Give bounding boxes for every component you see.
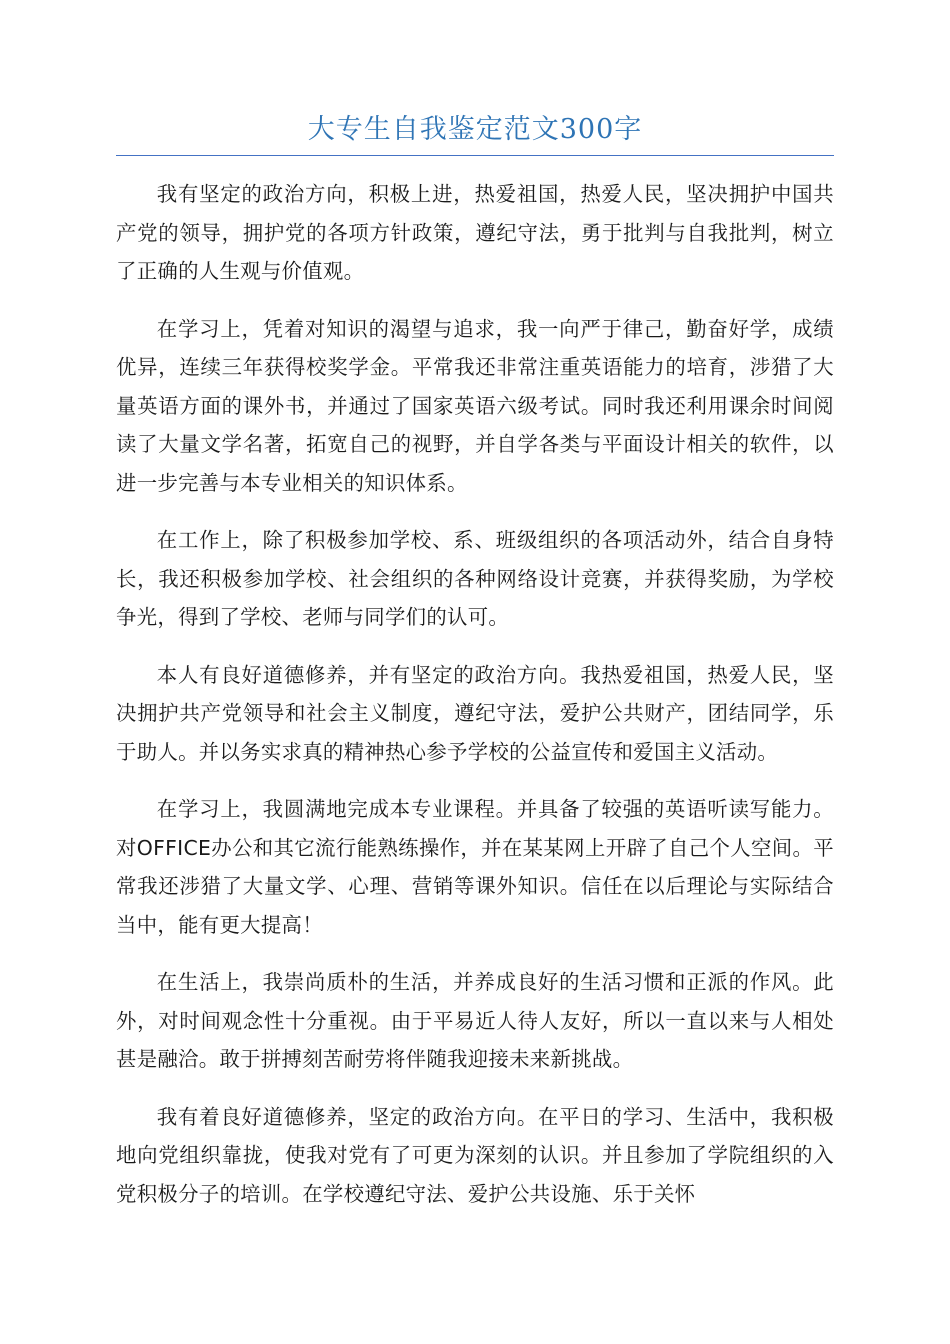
- title-underline: [116, 155, 834, 156]
- document-title: 大专生自我鉴定范文300字: [307, 114, 643, 145]
- paragraph-3: 在工作上，除了积极参加学校、系、班级组织的各项活动外，结合自身特长，我还积极参加学校、社会组织的各种网络设计竞赛，并获得奖励，为学校争光，得到了学校、老师与同学们的认可。: [116, 528, 834, 629]
- paragraph-6: 在生活上，我崇尚质朴的生活，并养成良好的生活习惯和正派的作风。此外，对时间观念性十分重视。由于平易近人待人友好，所以一直以来与人相处甚是融洽。敢于拼搏刻苦耐劳将伴随我迎接未来新挑战。: [116, 970, 834, 1071]
- paragraph-7: 我有着良好道德修养，坚定的政治方向。在平日的学习、生活中，我积极地向党组织靠拢，使我对党有了可更为深刻的认识。并且参加了学院组织的入党积极分子的培训。在学校遵纪守法、爱护公共设施、乐于关怀: [116, 1104, 834, 1206]
- paragraph-5: 在学习上，我圆满地完成本专业课程。并具备了较强的英语听读写能力。对OFFICE办公和其它流行能熟练操作，并在某某网上开辟了自己个人空间。平常我还涉猎了大量文学、心理、营销等课外知识。信任在以后理论与实际结合当中，能有更大提高！: [116, 797, 834, 937]
- paragraph-2: 在学习上，凭着对知识的渴望与追求，我一向严于律己，勤奋好学，成绩优异，连续三年获得校奖学金。平常我还非常注重英语能力的培育，涉猎了大量英语方面的课外书，并通过了国家英语六级考试。同时我还利用课余时间阅读了大量文学名著，拓宽自己的视野，并自学各类与平面设计相关的软件，以进一步完善与本专业相关的知识体系。: [116, 316, 834, 495]
- paragraph-1: 我有坚定的政治方向，积极上进，热爱祖国，热爱人民，坚决拥护中国共产党的领导，拥护党的各项方针政策，遵纪守法，勇于批判与自我批判，树立了正确的人生观与价值观。: [116, 182, 834, 283]
- paragraph-4: 本人有良好道德修养，并有坚定的政治方向。我热爱祖国，热爱人民，坚决拥护共产党领导和社会主义制度，遵纪守法，爱护公共财产，团结同学，乐于助人。并以务实求真的精神热心参予学校的公益宣传和爱国主义活动。: [116, 662, 834, 764]
- document-body: [116, 175, 834, 1232]
